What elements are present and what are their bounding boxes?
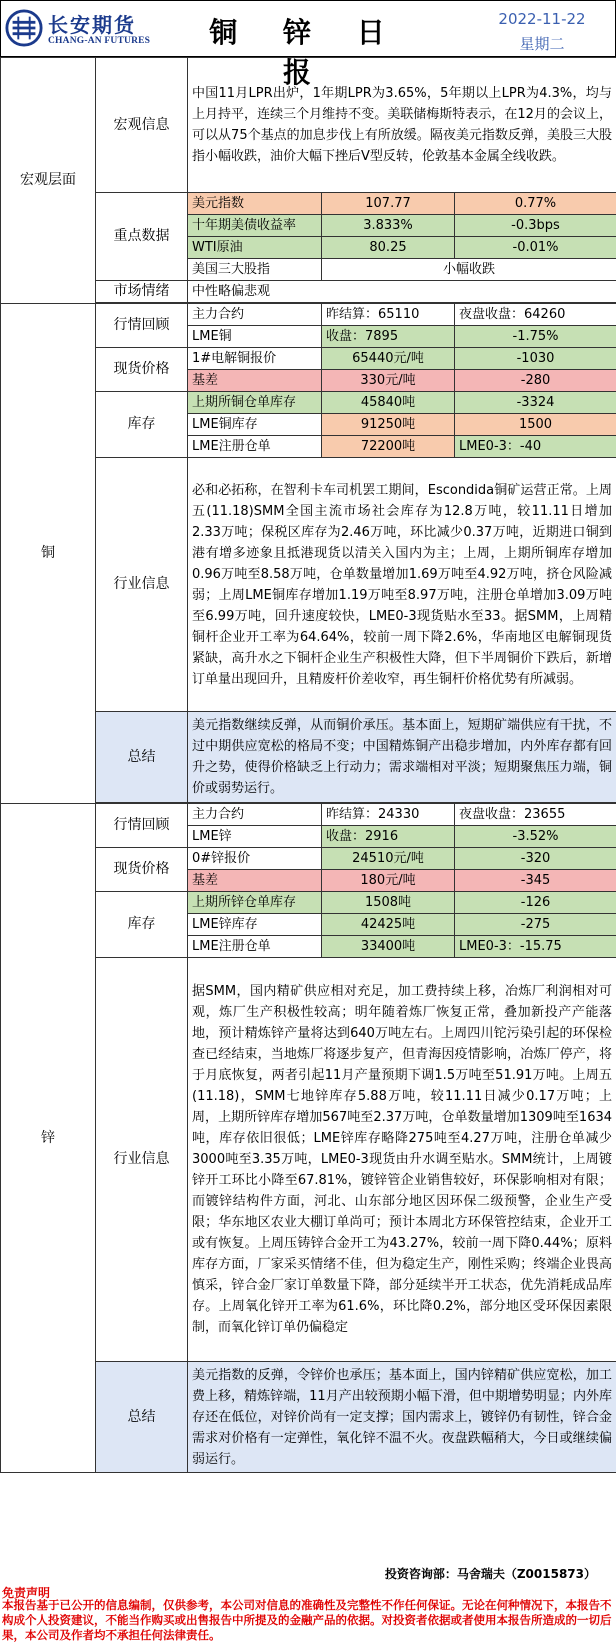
zinc-inv-name: LME注册仓单 bbox=[188, 936, 322, 958]
zinc-inv-name: LME锌库存 bbox=[188, 914, 322, 936]
copper-night-close: 夜盘收盘：64260 bbox=[455, 304, 616, 326]
copper-basis-value: 330元/吨 bbox=[322, 370, 455, 392]
zinc-quote-label: 行情回顾 bbox=[96, 804, 188, 848]
zinc-spot-value: 24510元/吨 bbox=[322, 848, 455, 870]
report-title: 铜 锌 日 报 bbox=[209, 16, 403, 89]
key-row-name: 十年期美债收益率 bbox=[188, 215, 322, 237]
copper-inv-value: 45840吨 bbox=[322, 392, 455, 414]
key-row-name: WTI原油 bbox=[188, 237, 322, 259]
copper-summary-text: 美元指数继续反弹，从而铜价承压。基本面上，短期矿端供应有干扰，不过中期供应宽松的格局不变；中国精炼铜产出稳步增加，内外库存都有回升之势，使得价格缺乏上行动力；需求端相对平淡；短期聚焦压力端，铜价或弱势运行。 bbox=[188, 712, 616, 803]
copper-lme-close: 收盘：7895 bbox=[322, 326, 455, 348]
copper-inventory-label: 库存 bbox=[96, 392, 188, 458]
copper-quote-label: 行情回顾 bbox=[96, 304, 188, 348]
zinc-inv-value: 42425吨 bbox=[322, 914, 455, 936]
company-logo-icon bbox=[5, 9, 43, 47]
copper-inv-change: LME0-3：-40 bbox=[455, 436, 616, 458]
zinc-summary-text: 美元指数的反弹，令锌价也承压；基本面上，国内锌精矿供应宽松，加工费上移，精炼锌端，11月产出较预期小幅下滑，但中期增势明显；内外库存还在低位，对锌价尚有一定支撑；国内需求上，镀锌仍有韧性，锌合金需求对价格有一定弹性，氧化锌不温不火。夜盘跌幅稍大，今日或继续偏弱运行。 bbox=[188, 1362, 616, 1473]
zinc-inv-value: 1508吨 bbox=[322, 892, 455, 914]
copper-spot-value: 65440元/吨 bbox=[322, 348, 455, 370]
key-row-value: 3.833% bbox=[322, 215, 455, 237]
report-date: 2022-11-22 bbox=[498, 10, 586, 28]
section-macro: 宏观层面 bbox=[1, 58, 96, 304]
zinc-spot-name: 0#锌报价 bbox=[188, 848, 322, 870]
copper-inv-change: 1500 bbox=[455, 414, 616, 436]
zinc-industry-text: 据SMM，国内精矿供应相对充足，加工费持续上移，冶炼厂利润相对可观，炼厂生产积极性较高；明年随着炼厂恢复正常，叠加新投产产能落地，预计精炼锌产量将达到640万吨左右。上周四川铊污染引起的环保检查已经结束，当地炼厂将逐步复产，但青海因疫情影响，冶炼厂停产，将于月底恢复，两者引起11月产量预期下调1.5万吨至51.91万吨。上周五(11.18)，SMM七地锌库存5.88万吨，较11.11日减少0.17万吨；上周，上期所锌库存增加567吨至2.37万吨，仓单数量增加1309吨至1634吨，库存依旧很低；LME锌库存略降275吨至4.27万吨，注册仓单减少3000吨至3.35万吨，LME0-3现货由升水调至贴水。SMM统计，上周镀锌开工环比小降至67.81%，镀锌管企业销售较好，环保影响相对有限；而镀锌结构件方面，河北、山东部分地区因环保二级预警，企业生产受限；华东地区农业大棚订单尚可；预计本周北方环保管控结束，企业开工或有恢复。上周压铸锌合金开工为43.27%，较前一周下降0.44%；原料库存方面，厂家采买情绪不佳，但为稳定生产，刚性采购；终端企业畏高慎采，锌合金厂家订单数量下降，部分延续半开工状态，优先消耗成品库存。上周氧化锌开工率为61.6%，环比降0.2%，部分地区受环保因素限制，而氧化锌订单仍偏稳定 bbox=[188, 958, 616, 1362]
zinc-inv-value: 33400吨 bbox=[322, 936, 455, 958]
copper-industry-text: 必和必拓称，在智利卡车司机罢工期间，Escondida铜矿运营正常。上周五(11.18)SMM全国主流市场社会库存为12.8万吨，较11.11日增加2.33万吨；保税区库存为2.46万吨，环比减少0.37万吨，近期进口铜到港有增多迹象且抵港现货以清关入国内为主；上周，上期所铜库存增加0.96万吨至8.58万吨，仓单数量增加1.69万吨至4.92万吨，挤仓风险减弱；上周LME铜库存增加1.19万吨至8.97万吨，注册仓单增加3.09万吨至6.99万吨，回升速度较快，LME0-3现货贴水至33。据SMM，上周精铜杆企业开工率为64.64%，较前一周下降2.6%，华南地区电解铜现货紧缺，高升水之下铜杆企业生产积极性大降，但下半周铜价下跌后，新增订单量出现回升，且精废杆价差收窄，再生铜杆价格优势有所减弱。 bbox=[188, 458, 616, 712]
disclaimer-title: 免责声明 bbox=[2, 1586, 51, 1600]
section-zinc: 锌 bbox=[1, 804, 96, 1473]
zinc-summary-label: 总结 bbox=[96, 1362, 188, 1473]
copper-inv-name: LME铜库存 bbox=[188, 414, 322, 436]
zinc-inv-change: -275 bbox=[455, 914, 616, 936]
report-weekday: 星期二 bbox=[519, 35, 565, 53]
section-copper: 铜 bbox=[1, 304, 96, 804]
macro-info-label: 宏观信息 bbox=[96, 58, 188, 193]
zinc-inv-change: LME0-3：-15.75 bbox=[455, 936, 616, 958]
macro-sentiment-label: 市场情绪 bbox=[96, 281, 188, 303]
zinc-basis-name: 基差 bbox=[188, 870, 322, 892]
copper-basis-change: -280 bbox=[455, 370, 616, 392]
zinc-night-close: 夜盘收盘：23655 bbox=[455, 804, 616, 826]
copper-spot-name: 1#电解铜报价 bbox=[188, 348, 322, 370]
macro-key-data-label: 重点数据 bbox=[96, 193, 188, 281]
zinc-basis-value: 180元/吨 bbox=[322, 870, 455, 892]
key-row-value: 小幅收跌 bbox=[322, 259, 616, 281]
key-row-change: 0.77% bbox=[455, 193, 616, 215]
zinc-inventory-label: 库存 bbox=[96, 892, 188, 958]
zinc-lme-change: -3.52% bbox=[455, 826, 616, 848]
copper-lme-change: -1.75% bbox=[455, 326, 616, 348]
zinc-lme-close: 收盘：2916 bbox=[322, 826, 455, 848]
zinc-spot-label: 现货价格 bbox=[96, 848, 188, 892]
company-logo bbox=[3, 3, 161, 55]
copper-inv-name: LME注册仓单 bbox=[188, 436, 322, 458]
copper-inv-value: 91250吨 bbox=[322, 414, 455, 436]
zinc-prev-settle: 昨结算：24330 bbox=[322, 804, 455, 826]
copper-basis-name: 基差 bbox=[188, 370, 322, 392]
copper-inv-name: 上期所铜仓单库存 bbox=[188, 392, 322, 414]
copper-industry-label: 行业信息 bbox=[96, 458, 188, 712]
zinc-main-contract: 主力合约 bbox=[188, 804, 322, 826]
key-row-value: 107.77 bbox=[322, 193, 455, 215]
report-table bbox=[0, 57, 616, 1473]
brand-name-cn: 长安期货 bbox=[48, 13, 136, 37]
copper-lme-name: LME铜 bbox=[188, 326, 322, 348]
zinc-inv-name: 上期所锌仓单库存 bbox=[188, 892, 322, 914]
copper-inv-change: -3324 bbox=[455, 392, 616, 414]
key-row-change: -0.01% bbox=[455, 237, 616, 259]
disclaimer-text: 本报告基于已公开的信息编制，仅供参考，本公司对信息的准确性及完整性不作任何保证。无论在何种情况下，本报告不构成个人投资建议，不能当作购买或出售报告中所提及的金融产品的依据。对投资者依据或者使用本报告所造成的一切后果，本公司及作者均不承担任何法律责任。 bbox=[2, 1598, 612, 1642]
key-row-name: 美国三大股指 bbox=[188, 259, 322, 281]
zinc-lme-name: LME锌 bbox=[188, 826, 322, 848]
zinc-spot-change: -320 bbox=[455, 848, 616, 870]
macro-info-text: 中国11月LPR出炉，1年期LPR为3.65%，5年期以上LPR为4.3%，均与上月持平，连续三个月维持不变。美联储梅斯特表示，在12月的会议上，可以从75个基点的加息步伐上有所放缓。隔夜美元指数反弹，美股三大股指小幅收跌，油价大幅下挫后V型反转，伦敦基本金属全线收跌。 bbox=[188, 58, 616, 193]
zinc-industry-label: 行业信息 bbox=[96, 958, 188, 1362]
key-row-change: -0.3bps bbox=[455, 215, 616, 237]
copper-spot-label: 现货价格 bbox=[96, 348, 188, 392]
copper-inv-value: 72200吨 bbox=[322, 436, 455, 458]
zinc-basis-change: -345 bbox=[455, 870, 616, 892]
zinc-inv-change: -126 bbox=[455, 892, 616, 914]
copper-spot-change: -1030 bbox=[455, 348, 616, 370]
key-row-name: 美元指数 bbox=[188, 193, 322, 215]
copper-prev-settle: 昨结算：65110 bbox=[322, 304, 455, 326]
key-row-value: 80.25 bbox=[322, 237, 455, 259]
macro-sentiment-value: 中性略偏悲观 bbox=[188, 281, 616, 303]
report-header bbox=[0, 0, 616, 89]
copper-summary-label: 总结 bbox=[96, 712, 188, 803]
analyst-contact: 投资咨询部：马舍瑞夫（Z0015873） bbox=[384, 1567, 596, 1581]
copper-main-contract: 主力合约 bbox=[188, 304, 322, 326]
brand-name-en: CHANG-AN FUTURES bbox=[48, 36, 151, 46]
